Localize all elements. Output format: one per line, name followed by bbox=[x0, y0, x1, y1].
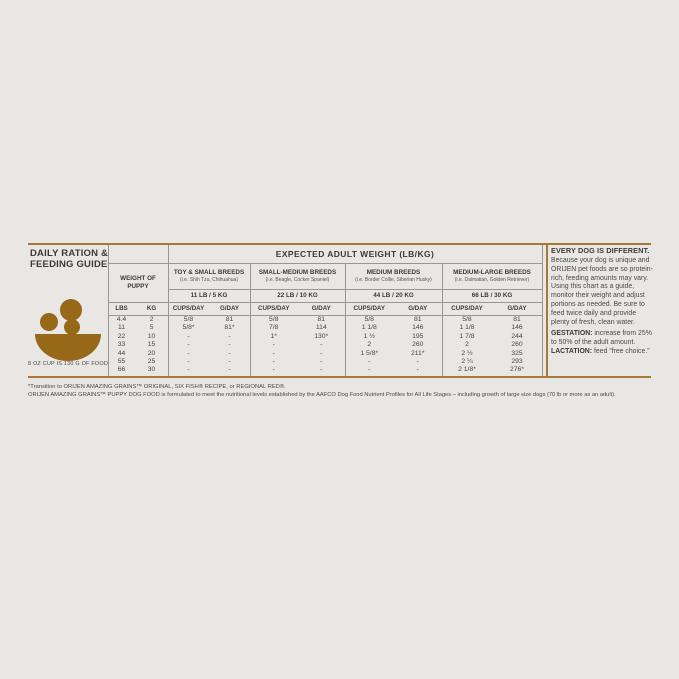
cell-grams: - bbox=[320, 366, 323, 374]
cell-grams: 293 bbox=[511, 357, 523, 365]
cell-kg: 25 bbox=[147, 357, 156, 365]
dog-bowl-icon bbox=[32, 297, 104, 363]
cell-grams: 81 bbox=[413, 316, 422, 323]
group-header-toy-small bbox=[168, 263, 250, 289]
cell-grams: - bbox=[320, 349, 323, 357]
cell-grams: - bbox=[320, 341, 323, 349]
table-row bbox=[108, 316, 542, 324]
cell-grams: 260 bbox=[412, 341, 424, 349]
cell-kg: 15 bbox=[147, 341, 156, 349]
guide-title-line1: DAILY RATION & bbox=[30, 248, 109, 259]
table-border-right bbox=[542, 245, 543, 376]
adult-weight-small-medium: 22 LB / 10 KG bbox=[277, 292, 318, 299]
cell-cups: 1* bbox=[270, 332, 277, 340]
group-examples: (i.e. Shih Tzu, Chihuahua) bbox=[180, 276, 238, 283]
cell-cups: 1 1/8 bbox=[459, 324, 475, 332]
cell-grams: 211* bbox=[411, 349, 425, 357]
cell-grams: - bbox=[228, 366, 231, 374]
table-row bbox=[108, 333, 542, 341]
info-panel-title: EVERY DOG IS DIFFERENT. bbox=[551, 246, 650, 255]
cell-grams: - bbox=[320, 357, 323, 365]
cell-kg: 10 bbox=[147, 332, 156, 340]
cell-grams: 325 bbox=[511, 349, 523, 357]
cell-lbs: 22 bbox=[117, 332, 126, 340]
cell-cups: - bbox=[187, 357, 190, 365]
info-panel-divider bbox=[546, 243, 548, 378]
table-row bbox=[108, 366, 542, 374]
weight-header-line2: PUPPY bbox=[127, 282, 149, 290]
cell-cups: 2 ¼ bbox=[461, 357, 473, 365]
lactation-label: LACTATION: bbox=[551, 347, 593, 355]
cell-grams: 130* bbox=[314, 332, 329, 340]
group-name: MEDIUM BREEDS bbox=[366, 268, 421, 276]
lbs-header: LBS bbox=[115, 305, 128, 312]
cell-grams: 244 bbox=[511, 332, 523, 340]
cell-grams: - bbox=[228, 332, 231, 340]
table-subheader-row bbox=[108, 302, 542, 315]
g-day-header: G/DAY bbox=[219, 305, 240, 312]
cell-grams: 81 bbox=[317, 316, 326, 323]
cell-lbs: 55 bbox=[117, 357, 126, 365]
group-name: SMALL-MEDIUM BREEDS bbox=[258, 268, 337, 276]
expected-adult-weight-header: EXPECTED ADULT WEIGHT (LB/KG) bbox=[275, 249, 435, 259]
g-day-header: G/DAY bbox=[408, 305, 428, 312]
cell-cups: 5/8 bbox=[364, 316, 374, 323]
cups-day-header: CUPS/DAY bbox=[451, 305, 483, 312]
cell-cups: 1 1/8 bbox=[361, 324, 377, 332]
weight-of-puppy-header bbox=[108, 263, 168, 302]
bottom-rule bbox=[28, 376, 651, 378]
footnote-transition: *Transition to ORIJEN AMAZING GRAINS™ ORIGINAL, SIX FISH® RECIPE, or REGIONAL RED®. bbox=[28, 384, 286, 390]
table-row bbox=[108, 350, 542, 358]
group-examples: (i.e. Border Collie, Siberian Husky) bbox=[355, 276, 432, 283]
info-panel-body: Because your dog is unique and ORIJEN pet foods are so protein-rich, feeding amounts may vary. Using this chart as a guide, monitor their weight and adjust portions as needed. Be sure to feed twice daily and provide plenty of fresh, clean water. bbox=[551, 257, 653, 326]
cell-cups: 1 ½ bbox=[363, 332, 375, 340]
group-name: TOY & SMALL BREEDS bbox=[173, 268, 245, 276]
cell-kg: 30 bbox=[147, 366, 156, 374]
cup-measure-caption: 8 OZ CUP IS 130 G OF FOOD bbox=[27, 361, 109, 367]
group-header-small-medium bbox=[250, 263, 345, 289]
cell-lbs: 11 bbox=[117, 324, 126, 332]
guide-title-line2: FEEDING GUIDE bbox=[30, 259, 108, 270]
cell-grams: - bbox=[416, 357, 419, 365]
cell-cups: 2 bbox=[465, 341, 469, 349]
table-row bbox=[108, 358, 542, 366]
group-examples: (i.e. Dalmatian, Golden Retriever) bbox=[454, 276, 530, 283]
g-day-header: G/DAY bbox=[507, 305, 527, 312]
weight-header-line1: WEIGHT OF bbox=[120, 274, 156, 282]
cell-grams: - bbox=[228, 341, 231, 349]
group-examples: (i.e. Beagle, Cocker Spaniel) bbox=[265, 276, 330, 283]
footnote-aafco: ORIJEN AMAZING GRAINS™ PUPPY DOG FOOD is formulated to meet the nutritional levels established by the AAFCO Dog Food Nutrient Profiles for All Life Stages – including growth of large size dogs (70 lb or more as an adult). bbox=[28, 392, 616, 398]
guide-title bbox=[30, 248, 108, 270]
adult-weight-medium: 44 LB / 20 KG bbox=[373, 292, 414, 299]
cell-kg: 20 bbox=[147, 349, 156, 357]
group-name: MEDIUM-LARGE BREEDS bbox=[453, 268, 531, 276]
table-row bbox=[108, 341, 542, 349]
cell-cups: 5/8 bbox=[183, 316, 194, 323]
cups-day-header: CUPS/DAY bbox=[353, 305, 385, 312]
adult-weight-medium-large: 66 LB / 30 KG bbox=[471, 292, 513, 299]
cups-day-header: CUPS/DAY bbox=[172, 305, 205, 312]
gestation-lactation-note bbox=[551, 330, 655, 356]
cell-cups: 1 7/8 bbox=[459, 332, 475, 340]
cell-lbs: 4.4 bbox=[116, 316, 127, 323]
kg-header: KG bbox=[146, 305, 157, 312]
cell-grams: 146 bbox=[412, 324, 424, 332]
cell-cups: - bbox=[187, 349, 190, 357]
cell-cups: 2 bbox=[367, 341, 372, 349]
cell-kg: 5 bbox=[149, 324, 154, 332]
cell-cups: - bbox=[187, 366, 190, 374]
group-header-medium bbox=[345, 263, 442, 289]
cell-cups: - bbox=[368, 357, 371, 365]
cell-cups: 5/8 bbox=[269, 316, 279, 323]
g-day-header: G/DAY bbox=[311, 305, 331, 312]
cell-cups: 7/8 bbox=[269, 324, 279, 332]
cell-grams: 276* bbox=[510, 366, 524, 374]
cell-grams: 146 bbox=[511, 324, 523, 332]
cell-cups: 5/8 bbox=[462, 316, 472, 323]
cell-cups: 2 1/8* bbox=[458, 366, 476, 374]
cell-grams: 114 bbox=[315, 324, 327, 332]
cell-grams: 260 bbox=[511, 341, 523, 349]
lactation-text: feed “free choice.” bbox=[594, 347, 650, 355]
gestation-text: increase from 25% to 50% of the adult amount. bbox=[551, 330, 652, 346]
cell-cups: - bbox=[272, 366, 275, 374]
cell-cups: - bbox=[187, 332, 190, 340]
cell-grams: 195 bbox=[412, 332, 424, 340]
cell-grams: 81* bbox=[224, 324, 235, 332]
cell-grams: 81 bbox=[513, 316, 521, 323]
cell-cups: 2 ½ bbox=[461, 349, 473, 357]
cell-grams: 81 bbox=[225, 316, 234, 323]
cell-cups: 1 5/8* bbox=[360, 349, 379, 357]
cell-cups: - bbox=[272, 341, 275, 349]
feeding-table-body bbox=[108, 316, 542, 375]
cell-lbs: 66 bbox=[117, 366, 126, 374]
cell-kg: 2 bbox=[149, 316, 154, 323]
cell-grams: - bbox=[228, 357, 231, 365]
cell-lbs: 44 bbox=[117, 349, 126, 357]
cell-cups: 5/8* bbox=[182, 324, 195, 332]
cell-cups: - bbox=[368, 366, 371, 374]
cell-cups: - bbox=[272, 349, 275, 357]
gestation-label: GESTATION: bbox=[551, 330, 593, 337]
cups-day-header: CUPS/DAY bbox=[258, 305, 290, 312]
cell-grams: - bbox=[228, 349, 231, 357]
cell-grams: - bbox=[416, 366, 419, 374]
group-header-medium-large bbox=[442, 263, 542, 289]
adult-weight-toy-small: 11 LB / 5 KG bbox=[190, 292, 228, 299]
cell-cups: - bbox=[187, 341, 190, 349]
table-row bbox=[108, 324, 542, 332]
cell-lbs: 33 bbox=[117, 341, 126, 349]
cell-cups: - bbox=[272, 357, 275, 365]
